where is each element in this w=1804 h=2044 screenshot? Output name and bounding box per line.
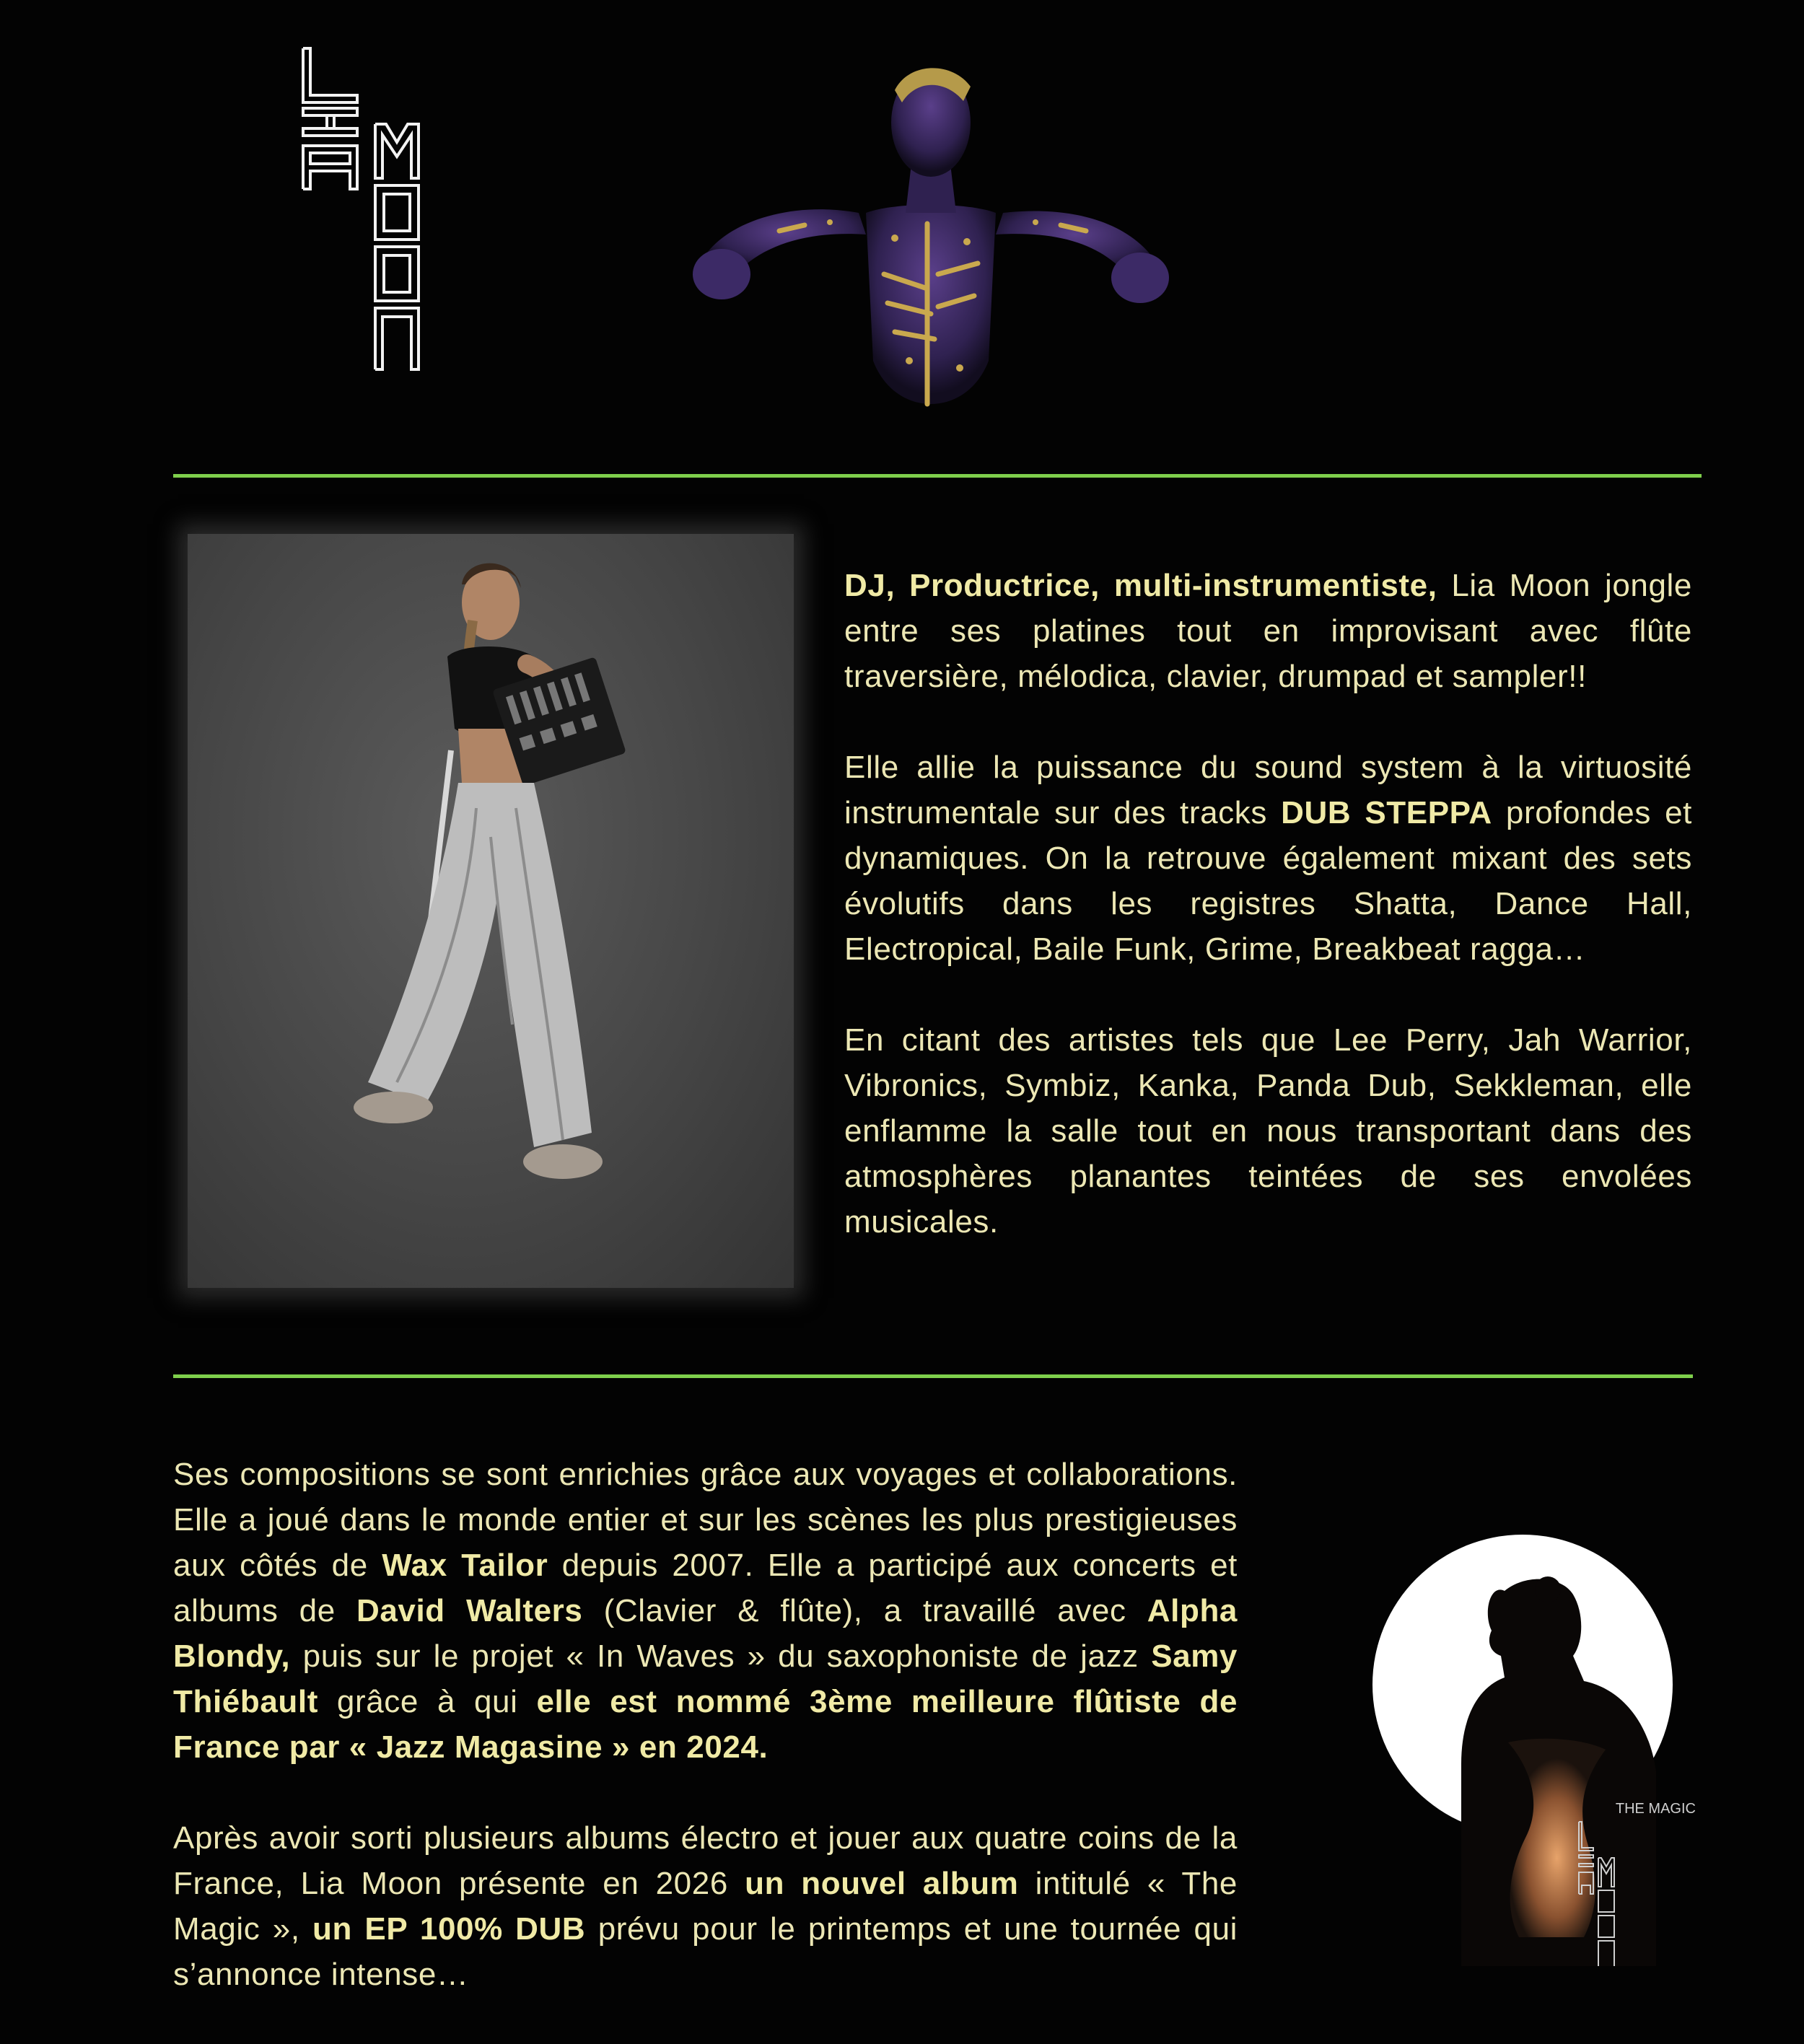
divider-middle [173, 1374, 1693, 1378]
bio2-p2-t3: prévu pour le printemps et une tournée qui s’annonce intense… [173, 1911, 1238, 1992]
bio-text-bottom [173, 1452, 1238, 1997]
bio2-p2-t2: intitulé « The Magic », [173, 1866, 1238, 1947]
bio2-p1-t3: (Clavier & flûte), a travaillé avec [582, 1593, 1147, 1628]
bio2-p1-t2: depuis 2007. Elle a participé aux concerts et albums de [173, 1548, 1238, 1628]
bio-paragraph-3: En citant des artistes tels que Lee Perry, Jah Warrior, Vibronics, Symbiz, Kanka, Panda Dub, Sekkleman, elle enflamme la salle tout en nous transportant dans des atmosphères planantes teintées de ses envolées musicales. [844, 1022, 1692, 1240]
bio-p1-text: Lia Moon jongle entre ses platines tout en improvisant avec flûte traversière, mélodica, clavier, drumpad et sampler!! [844, 568, 1692, 694]
bio2-paragraph-1 [173, 1452, 1238, 1770]
bio2-ep: un EP 100% DUB [312, 1911, 586, 1947]
bio2-p1-t5: grâce à qui [318, 1684, 537, 1719]
bio-text-right [844, 563, 1692, 1245]
bio2-p1-t1: Ses compositions se sont enrichies grâce aux voyages et collaborations. Elle a joué dans le monde entier et sur les scènes les plus prestigieuses aux côtés de [173, 1457, 1238, 1583]
album-title: THE MAGIC [1615, 1801, 1696, 1817]
divider-top [173, 474, 1702, 478]
bio-roles: DJ, Productrice, multi-instrumentiste, [844, 568, 1437, 603]
portrait-photo [188, 534, 794, 1288]
header-dancer-image [678, 58, 1183, 440]
bio2-new-album: un nouvel album [745, 1866, 1019, 1901]
bio2-samy-thiebault: Samy Thiébault [173, 1639, 1238, 1719]
bio2-paragraph-2 [173, 1815, 1238, 1997]
bio-p2-text-b: profondes et dynamiques. On la retrouve également mixant des sets évolutifs dans les registres Shatta, Dance Hall, Electropical, Baile Funk, Grime, Breakbeat ragga… [844, 795, 1693, 967]
album-cover-the-magic [1367, 1533, 1699, 1966]
bio2-award: elle est nommé 3ème meilleure flûtiste de France par « Jazz Magasine » en 2024. [173, 1684, 1238, 1765]
bio2-alpha-blondy: Alpha Blondy, [173, 1593, 1238, 1674]
bio-paragraph-1 [844, 563, 1692, 699]
bio-dub-steppa: DUB STEPPA [1281, 795, 1492, 830]
bio2-david-walters: David Walters [356, 1593, 583, 1628]
portrait-figure [188, 534, 794, 1288]
lia-moon-logo [299, 45, 444, 377]
bio2-p1-t4: puis sur le projet « In Waves » du saxophoniste de jazz [290, 1639, 1152, 1674]
bio2-wax-tailor: Wax Tailor [382, 1548, 548, 1583]
bio-p2-text-a: Elle allie la puissance du sound system à la virtuosité instrumentale sur des tracks [844, 750, 1692, 830]
bio-paragraph-2 [844, 745, 1692, 972]
bio2-p2-t1: Après avoir sorti plusieurs albums électro et jouer aux quatre coins de la France, Lia Moon présente en 2026 [173, 1820, 1238, 1901]
